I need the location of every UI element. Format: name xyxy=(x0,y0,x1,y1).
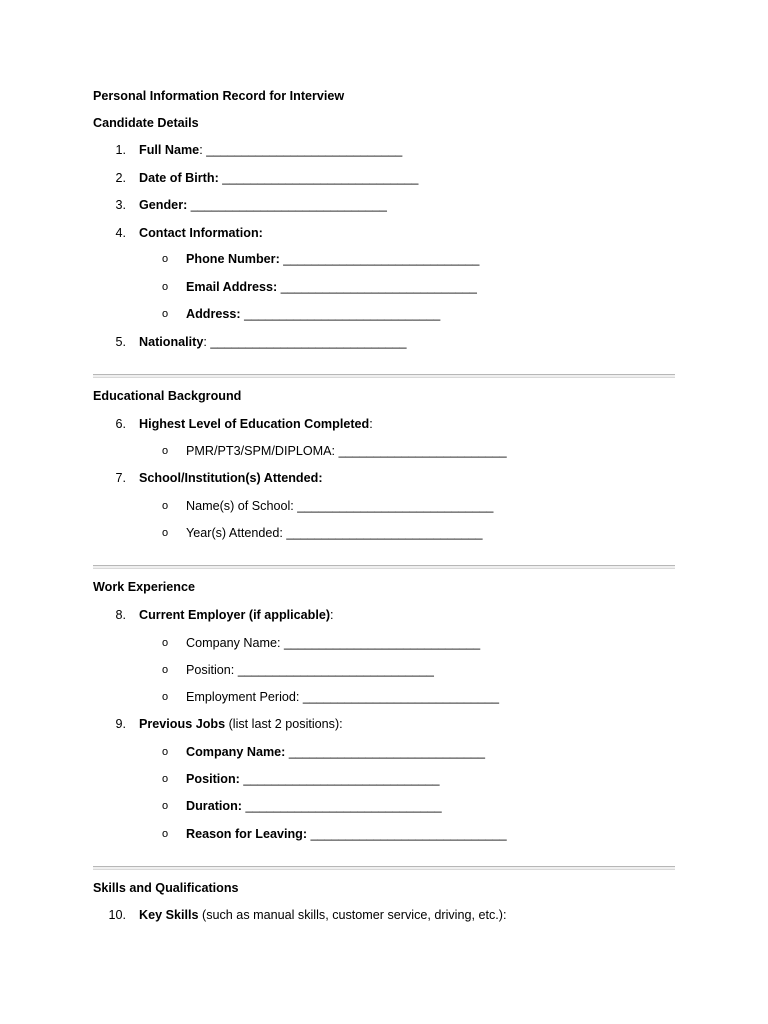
blank-current-position[interactable]: ____________________________ xyxy=(237,663,434,677)
label-phone-number: Phone Number: xyxy=(186,252,280,266)
label-employment-period: Employment Period: xyxy=(186,690,300,704)
blank-current-company[interactable]: ____________________________ xyxy=(284,636,481,650)
bullet-icon: o xyxy=(162,527,169,539)
bullet-icon: o xyxy=(162,800,169,812)
label-current-company: Company Name: xyxy=(186,636,281,650)
bullet-icon: o xyxy=(162,445,169,457)
section-heading-candidate: Candidate Details xyxy=(93,116,199,130)
blank-previous-position[interactable]: ____________________________ xyxy=(243,772,440,786)
bullet-icon: o xyxy=(162,664,169,676)
blank-full-name[interactable]: ____________________________ xyxy=(206,143,403,157)
label-current-position: Position: xyxy=(186,663,235,677)
note-key-skills: (such as manual skills, customer service, driving, etc.): xyxy=(198,908,507,922)
bullet-icon: o xyxy=(162,253,169,265)
label-address: Address: xyxy=(186,307,241,321)
bullet-icon: o xyxy=(162,773,169,785)
label-school-names: Name(s) of School: xyxy=(186,499,294,513)
section-heading-skills: Skills and Qualifications xyxy=(93,881,239,895)
blank-previous-duration[interactable]: ____________________________ xyxy=(245,799,442,813)
label-date-of-birth: Date of Birth: xyxy=(139,171,219,185)
label-email-address: Email Address: xyxy=(186,280,278,294)
bullet-icon: o xyxy=(162,746,169,758)
blank-email-address[interactable]: ____________________________ xyxy=(280,280,477,294)
label-gender: Gender: xyxy=(139,198,188,212)
label-previous-position: Position: xyxy=(186,772,240,786)
note-previous-jobs: (list last 2 positions): xyxy=(225,717,343,731)
section-heading-work: Work Experience xyxy=(93,580,195,594)
label-schools-attended: School/Institution(s) Attended: xyxy=(139,471,323,485)
bullet-icon: o xyxy=(162,281,169,293)
bullet-icon: o xyxy=(162,308,169,320)
label-current-employer: Current Employer (if applicable) xyxy=(139,608,331,622)
label-reason-for-leaving: Reason for Leaving: xyxy=(186,827,308,841)
section-divider xyxy=(93,565,675,569)
label-contact-information: Contact Information: xyxy=(139,226,263,240)
section-divider xyxy=(93,374,675,378)
blank-gender[interactable]: ____________________________ xyxy=(190,198,387,212)
label-previous-jobs: Previous Jobs xyxy=(139,717,226,731)
section-heading-education: Educational Background xyxy=(93,389,242,403)
section-divider xyxy=(93,866,675,870)
blank-nationality[interactable]: ____________________________ xyxy=(210,335,407,349)
label-education-level: PMR/PT3/SPM/DIPLOMA: xyxy=(186,444,336,458)
bullet-icon: o xyxy=(162,828,169,840)
bullet-icon: o xyxy=(162,637,169,649)
blank-previous-company[interactable]: ____________________________ xyxy=(288,745,485,759)
label-full-name: Full Name xyxy=(139,143,200,157)
bullet-icon: o xyxy=(162,500,169,512)
blank-years-attended[interactable]: ____________________________ xyxy=(286,526,483,540)
blank-school-names[interactable]: ____________________________ xyxy=(297,499,494,513)
document-page: Personal Information Record for Interview Candidate Details 1. Full Name: ____________________________ 2. Date of Birth: ____________________________ 3. Gender: ____________________________ 4. Contact Information: o Phone Number: ____________________________ o Email Address: ____________________________ o Address: ____________________________ 5. Nationality: ____________________________ Educational Background 6. Highest Level of Education Completed: o PMR/PT3/SPM/DIPLOMA: ________________________ 7. School/Institution(s) Attended: o Name(s) of School: ____________________________ o Year(s) Attended: ____________________________ Work Experience 8. Current Employer (if applicable): o Company Name: ____________________________ o Position: ____________________________ o Employment Period: ____________________________ 9. Previous Jobs (list last 2 positions): o Company Name: ____________________________ o Position: ____________________________ o Duration: ____________________________ o Reason for Leaving: ____________________________ Skills and Qualifications 10. Key Skills (such as manual skills, customer service, driving, etc.): xyxy=(0,0,768,1024)
blank-address[interactable]: ____________________________ xyxy=(244,307,441,321)
label-highest-education: Highest Level of Education Completed xyxy=(139,417,370,431)
blank-date-of-birth[interactable]: ____________________________ xyxy=(222,171,419,185)
blank-reason-for-leaving[interactable]: ____________________________ xyxy=(310,827,507,841)
label-nationality: Nationality xyxy=(139,335,204,349)
label-key-skills: Key Skills xyxy=(139,908,199,922)
bullet-icon: o xyxy=(162,691,169,703)
blank-employment-period[interactable]: ____________________________ xyxy=(302,690,500,704)
document-title: Personal Information Record for Interview xyxy=(93,89,345,103)
blank-phone-number[interactable]: ____________________________ xyxy=(283,252,480,266)
label-years-attended: Year(s) Attended: xyxy=(186,526,283,540)
blank-education-level[interactable]: ________________________ xyxy=(338,444,507,458)
label-previous-duration: Duration: xyxy=(186,799,242,813)
label-previous-company: Company Name: xyxy=(186,745,286,759)
